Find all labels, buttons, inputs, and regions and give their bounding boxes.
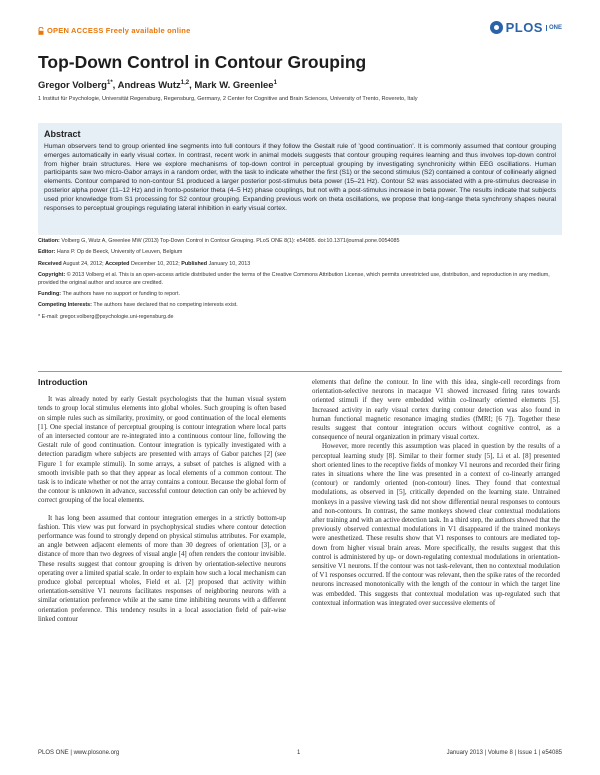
funding-line [38, 291, 562, 298]
abstract-box [38, 123, 562, 235]
author-1: Gregor Volberg [38, 80, 107, 92]
citation-text: Volberg G, Wutz A, Greenlee MW (2013) Top-Down Control in Contour Grouping. PLoS ONE 8(1): e54085. doi:10.1371/journal.pone.0054085 [61, 238, 400, 244]
footer-journal: PLOS ONE | www.plosone.org [38, 750, 120, 756]
body-column-left [38, 378, 286, 624]
dates-line [38, 261, 562, 268]
intro-paragraph-2: It has long been assumed that contour integration emerges in a strictly bottom-up fashion. This view was put forward in psychophysical studies where contour detection performance was found to strongly depend on physical stimulus attributes. For example, an angle between adjacent elements of more than 30 degrees of orientation [3], or a distance of more than two degrees of visual angle [4] often renders the contour invisible. These results suggest that contour grouping is driven by orientation-selective neurons operating over a limited spatial scale. In order to explain how such a local mechanism can produce global perceptual wholes, Field et al. [2] proposed that activity within orientation-sensitive V1 neurons facilitates responses of neighboring neurons with a similar orientation preference while at the same time inhibiting neurons with a different orientation preference. This tendency results in a local association field of pair-wise linked contour [38, 514, 286, 623]
plos-journal-text: ONE [546, 25, 562, 31]
plos-brand-text: PLOS [505, 20, 543, 35]
editor-label: Editor: [38, 249, 56, 256]
section-divider [38, 371, 562, 372]
editor-line [38, 249, 562, 256]
accepted-date: December 10, 2012; [130, 260, 180, 267]
article-metadata [38, 238, 562, 325]
published-label: Published [181, 260, 208, 267]
author-list [38, 80, 277, 91]
footer-issue: January 2013 | Volume 8 | Issue 1 | e54085 [446, 750, 562, 756]
abstract-text: Human observers tend to group oriented line segments into full contours if they follow the Gestalt rule of 'good continuation'. It is commonly assumed that contour grouping emerges automatically in early visual cortex. In contrast, recent work in animal models suggests that contour grouping requires learning and thus involves top-down control from higher brain structures. Here we explore mechanisms of top-down control in perceptual grouping by investigating synchronicity within EEG oscillations. Human participants saw two micro-Gabor arrays in a random order, with the task to indicate whether the first (S1) or the second stimulus (S2) contained a contour of collinearly aligned elements. Contour compared to non-contour S1 produced a larger posterior post-stimulus beta power (15–21 Hz). Contour S2 was associated with a pre-stimulus decrease in posterior alpha power (11–12 Hz) and in fronto-posterior theta (4–5 Hz) phase couplings, but not with a post-stimulus increase in beta power. The results indicate that subjects used prior knowledge from S1 processing for S2 contour grouping. Expanding previous work on theta oscillations, we propose that long-range theta synchrony shapes neural responses to perceptual groupings regulating lateral inhibition in early visual cortex. [44, 143, 556, 212]
funding-label: Funding: [38, 291, 62, 298]
affiliations: 1 Institut für Psychologie, Universität Regensburg, Regensburg, Germany, 2 Center for Cognitive and Brain Sciences, University of Trento, Rovereto, Italy [38, 96, 418, 102]
competing-line [38, 302, 562, 309]
author-2: , Andreas Wutz [112, 80, 181, 92]
open-access-banner [38, 26, 190, 35]
author-3: , Mark W. Greenlee [189, 80, 274, 92]
article-title: Top-Down Control in Contour Grouping [38, 52, 367, 72]
accepted-label: Accepted [105, 260, 130, 267]
editor-text: Hans P. Op de Beeck, University of Leuven, Belgium [56, 249, 183, 256]
citation-line [38, 238, 562, 245]
intro-paragraph-1: It was already noted by early Gestalt psychologists that the human visual system tends to group local stimulus elements into global wholes. Such grouping is often based on simple rules such as similarity, proximity, or good continuation of the local elements [1]. One special instance of perceptual grouping is contour integration where local parts of an intersected contour are re-integrated into a continuous contour line, following the Gestalt rule of good continuation. Contour integration is typically investigated with a detection paradigm where subjects are presented with arrays of Gabor patches [2] (see Figure 1 for example stimuli). In some arrays, a subset of patches is aligned with a smooth invisible path so that they appear as local elements of a common contour. The task is to indicate whether or not the array contains a contour. Because the global form of the contour is unknown in advance, successful contour detection can only be achieved by correct grouping of the local elements. [38, 396, 286, 505]
author-1-sup: 1* [106, 80, 113, 86]
open-access-text: OPEN ACCESS Freely available online [47, 26, 191, 35]
published-date: January 10, 2013 [208, 260, 251, 267]
abstract-heading: Abstract [44, 129, 81, 139]
author-2-sup: 1,2 [180, 80, 190, 86]
intro-paragraph-4: However, more recently this assumption was placed in question by the results of a perceptual learning study [8]. Similar to their former study [5], Li et al. [8] presented short oriented lines to the receptive fields of monkey V1 neurons and recorded their firing rates in situations where the line was presented in a context of co-linearly arranged (contour) or randomly oriented (non-contour) lines. They found that contextual modulations, as observed in [5], critically depended on the learning state. Untrained monkeys in a passive viewing task did not show differential neural responses to contours and non-contours. In contrast, the same monkeys showed clear contextual modulations after training and with an active detection task. In a third step, the authors showed that the previously observed contextual modulations in V1 disappeared if the trained monkeys were anesthetized. These results show that V1 responses to contours are mediated top-down from higher visual brain areas. More specifically, the results suggest that this control is administered by up- or down-regulating contextual modulations in orientation-sensitive V1 neurons. If the contour was not task-relevant, then no contextual modulation of V1 responses occurred. If the contour was relevant, then the spike rates of the recorded neurons increased monotonically with the length of the contour in which the target line was embedded. This suggests that contextual modulation was up-regulated such that contextual information was integrated over successive elements of [312, 443, 560, 607]
body-column-right [312, 378, 560, 608]
copyright-label: Copyright: [38, 272, 66, 279]
copyright-text: © 2013 Volberg et al. This is an open-access article distributed under the terms of the Creative Commons Attribution License, which permits unrestricted use, distribution, and reproduction in any medium, provided the original author and source are credited. [38, 272, 550, 286]
competing-label: Competing Interests: [38, 302, 92, 309]
email-line[interactable]: * E-mail: gregor.volberg@psychologie.uni-regensburg.de [38, 313, 174, 320]
copyright-line [38, 272, 562, 287]
plos-logo-icon [490, 21, 503, 34]
footer-page-number: 1 [297, 750, 301, 756]
introduction-heading: Introduction [38, 377, 88, 387]
competing-text: The authors have declared that no competing interests exist. [93, 302, 238, 309]
journal-header [38, 20, 562, 44]
citation-label: Citation: [38, 238, 60, 244]
open-lock-icon [38, 27, 44, 35]
funding-text: The authors have no support or funding to report. [62, 291, 180, 298]
intro-paragraph-3: elements that define the contour. In line with this idea, single-cell recordings from orientation-selective neurons in macaque V1 showed increased firing rates towards oriented stimuli if they were embedded within co-linearly oriented elements [5]. Increased activity in early visual cortex during contour detection was also found in human functional magnetic resonance imaging studies (fMRI; [6 7]). Together these results suggest that contour integration occurs without cognitive control, as a consequence of neural organization in primary visual cortex. [312, 379, 560, 442]
author-3-sup: 1 [273, 80, 277, 86]
received-label: Received [38, 260, 62, 267]
plos-logo [490, 20, 562, 35]
received-date: August 24, 2012; [62, 260, 104, 267]
